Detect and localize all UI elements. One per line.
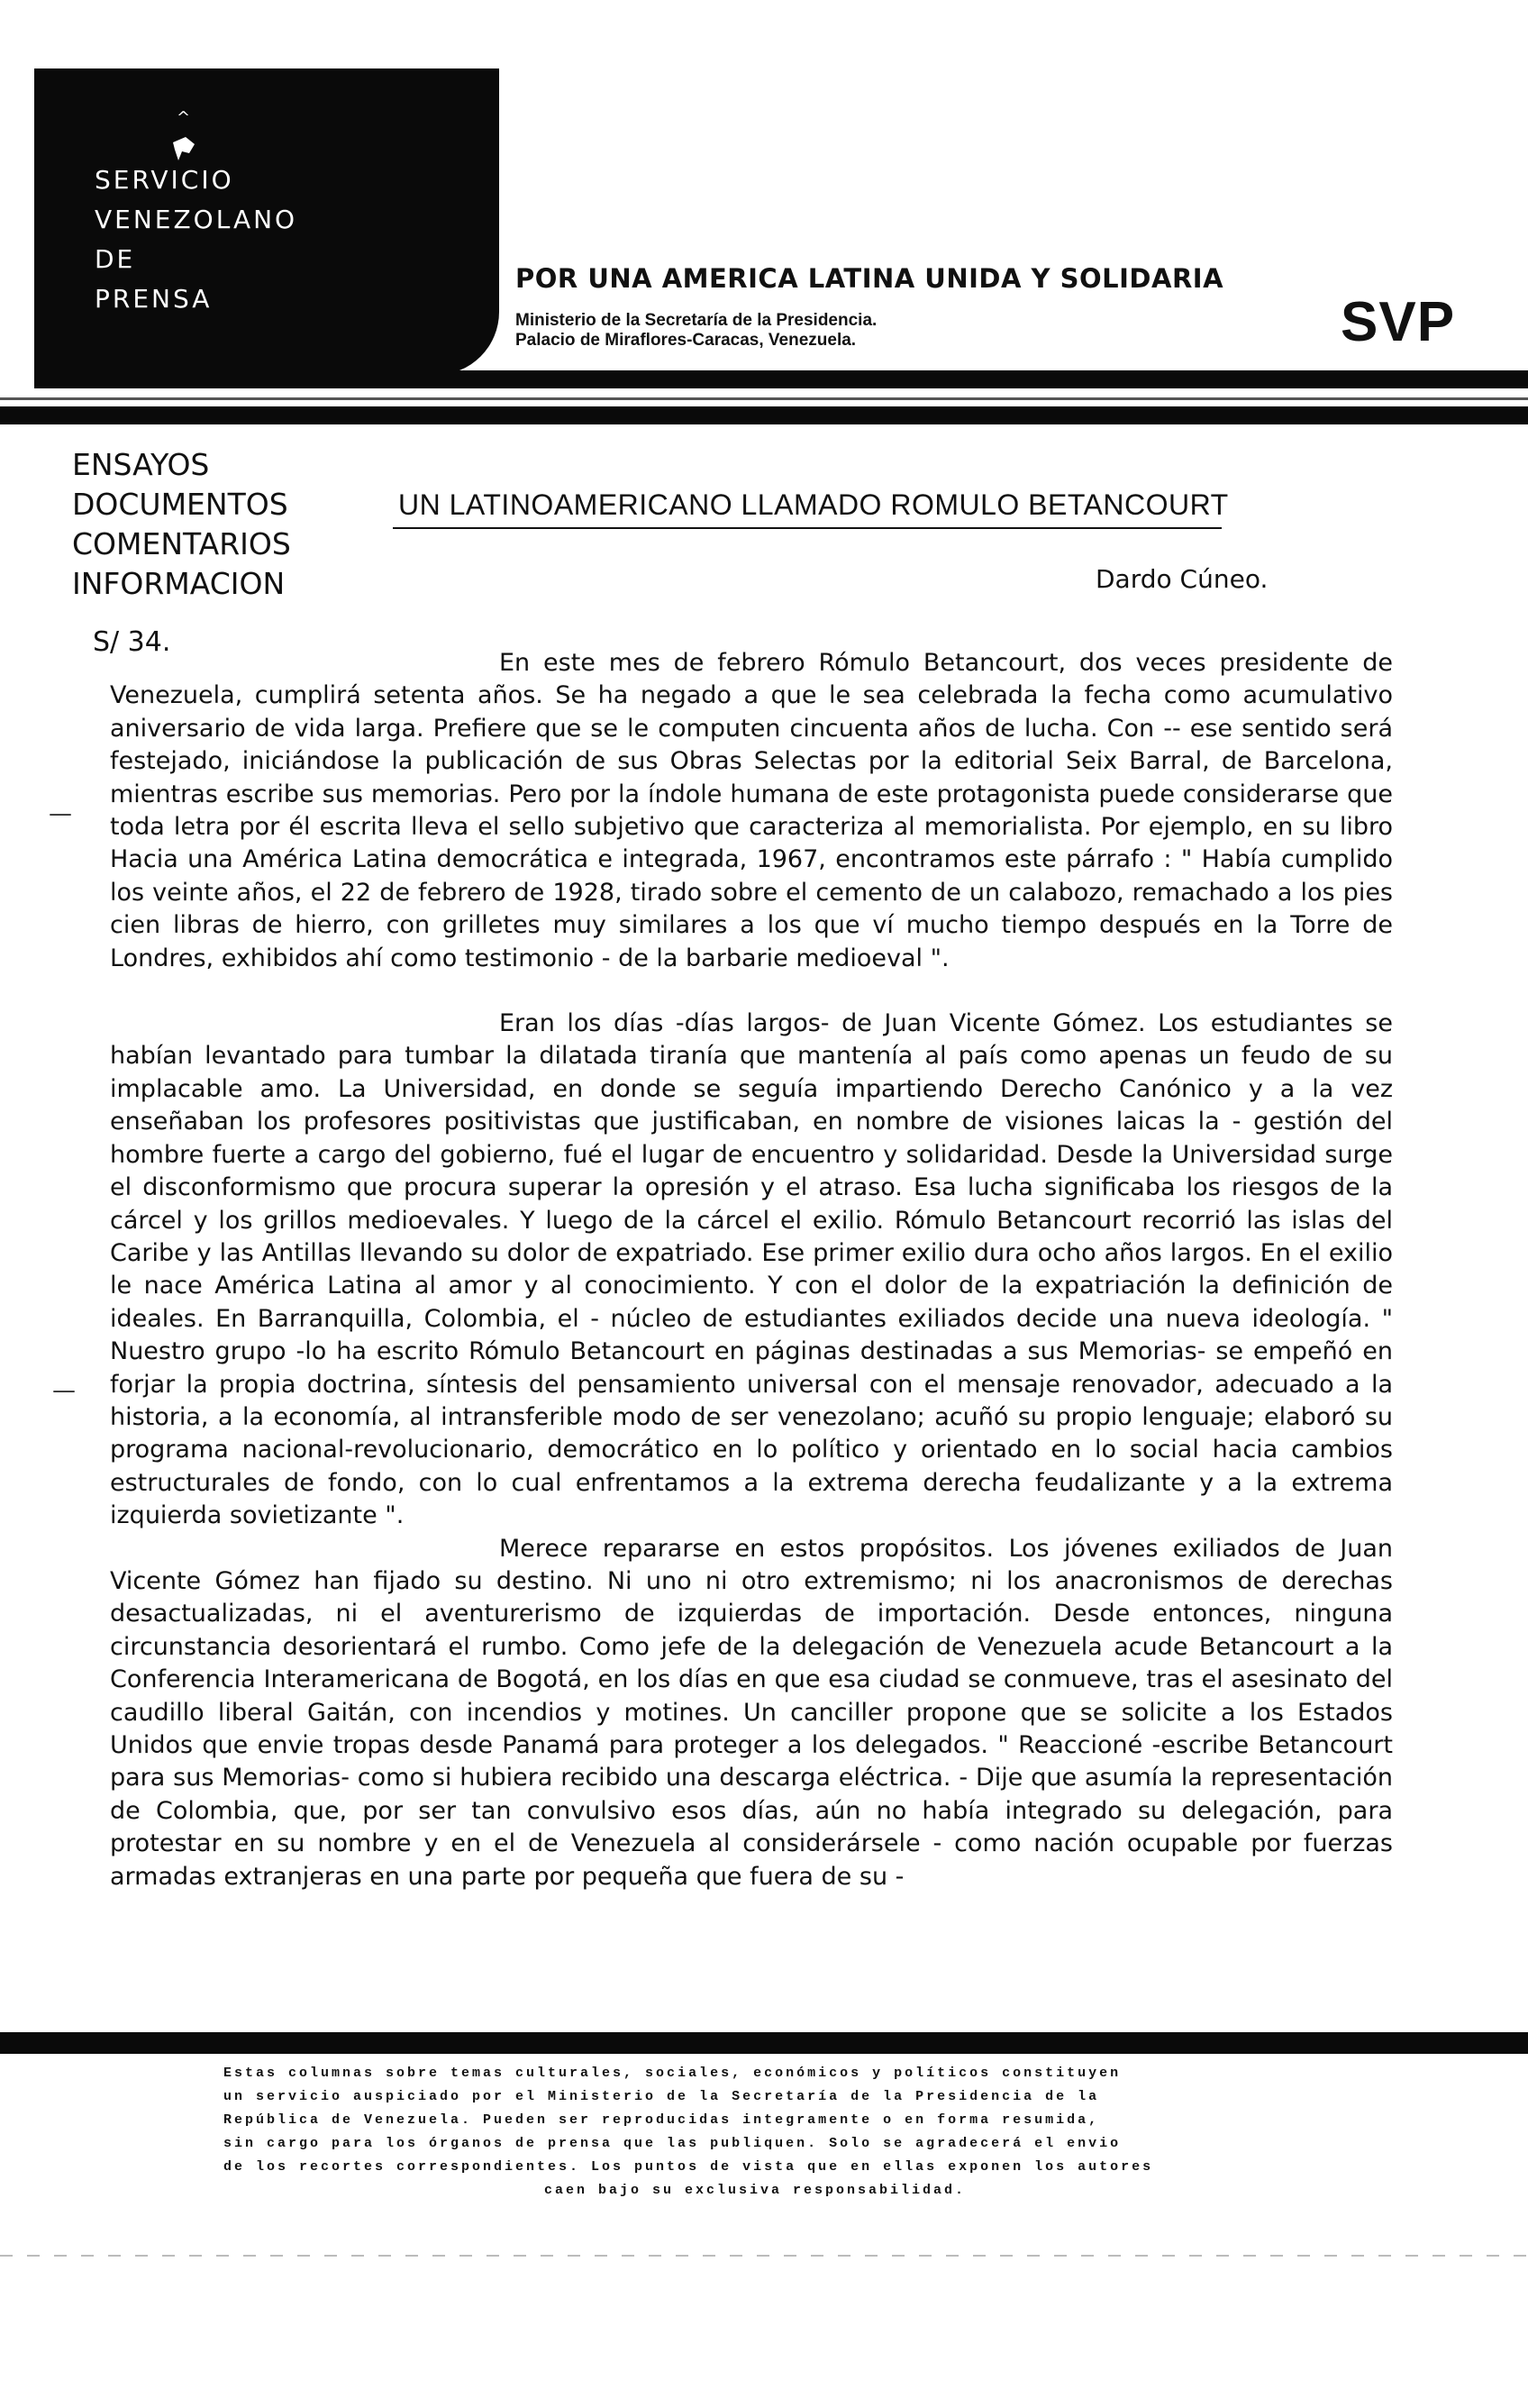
section-label: ENSAYOS <box>72 447 210 482</box>
org-line: PRENSA <box>95 284 213 314</box>
article-body <box>110 647 1393 1893</box>
ministry-line: Ministerio de la Secretaría de la Presidencia. <box>515 311 878 330</box>
org-line: DE <box>95 244 136 274</box>
header-rule <box>34 370 1528 388</box>
ministry-address <box>515 311 877 351</box>
section-label: INFORMACION <box>72 566 286 601</box>
title-underline <box>393 527 1222 529</box>
footer-line: sin cargo para los órganos de prensa que las publiquen. Solo se agradecerá el envio <box>223 2136 1122 2151</box>
org-line: SERVICIO <box>95 165 234 195</box>
footer-line: Estas columnas sobre temas culturales, sociales, económicos y políticos constituyen <box>223 2066 1122 2081</box>
org-line: VENEZOLANO <box>95 205 298 234</box>
article-title: UN LATINOAMERICANO LLAMADO ROMULO BETANCOURT <box>398 488 1229 521</box>
header-rule-thin <box>0 397 1528 400</box>
article-author: Dardo Cúneo. <box>1096 564 1269 594</box>
footer-line: República de Venezuela. Pueden ser reproducidas integramente o en forma resumida, <box>223 2112 1100 2128</box>
section-label: DOCUMENTOS <box>72 487 288 522</box>
footer-line: caen bajo su exclusiva responsabilidad. <box>543 2183 967 2198</box>
article-paragraph: En este mes de febrero Rómulo Betancourt, dos veces presidente de Venezuela, cumplirá setenta años. Se ha negado a que le sea celebrada la fecha como acumulativo aniversario de vida larga. Prefiere que se le computen cincuenta años de lucha. Con -- ese sentido será festejado, iniciándose la publicación de sus Obras Selectas por la editorial Seix Barral, de Barcelona, mientras escribe sus memorias. Pero por la índole humana de este protagonista puede considerarse que toda letra por él escrita lleva el sello subjetivo que caracteriza al memorialista. Por ejemplo, en su libro Hacia una América Latina democrática e integrada, 1967, encontramos este párrafo : " Había cumplido los veinte años, el 22 de febrero de 1928, tirado sobre el cemento de un calabozo, remachado a los pies cien libras de hierro, con grilletes muy similares a los que ví mucho tiempo después en la Torre de Londres, exhibidos ahí como testimonio - de la barbarie medioeval ". <box>110 649 1393 972</box>
footer-line: un servicio auspiciado por el Ministerio de la Secretaría de la Presidencia de la <box>223 2089 1100 2104</box>
document-number: S/ 34. <box>93 626 171 658</box>
footer-rule <box>0 2032 1528 2054</box>
org-name <box>95 160 297 319</box>
header-rule-lower <box>0 406 1528 424</box>
margin-mark: — <box>52 1377 76 1404</box>
article-paragraph: Merece repararse en estos propósitos. Los jóvenes exiliados de Juan Vicente Gómez han fijado su destino. Ni uno ni otro extremismo; ni los anacronismos de derechas desactualizadas, ni el aventurerismo de izquierdas de importación. Desde entonces, ninguna circunstancia desorientará el rumbo. Como jefe de la delegación de Venezuela acude Betancourt a la Conferencia Interamericana de Bogotá, en los días en que esa ciudad se conmueve, tras el asesinato del caudillo liberal Gaitán, con incendios y motines. Un canciller propone que se solicite a los Estados Unidos que envie tropas desde Panamá para proteger a los delegados. " Reaccioné -escribe Betancourt para sus Memorias- como si hubiera recibido una descarga eléctrica. - Dije que asumía la representación de Colombia, que, por ser tan convulsivo esos días, aún no había integrado su delegación, para protestar en su nombre y en el de Venezuela al considerársele - como nación ocupable por fuerzas armadas extranjeras en una parte por pequeña que fuera de su - <box>110 1534 1393 1891</box>
caret-mark: ^ <box>177 108 191 127</box>
section-labels <box>72 445 291 604</box>
margin-mark: — <box>49 800 72 827</box>
footer-line: de los recortes correspondientes. Los puntos de vista que en ellas exponen los autores <box>223 2159 1154 2175</box>
acronym-logo: SVP <box>1341 291 1456 353</box>
ministry-line: Palacio de Miraflores-Caracas, Venezuela. <box>515 331 857 350</box>
slogan: POR UNA AMERICA LATINA UNIDA Y SOLIDARIA <box>515 263 1224 294</box>
footer-disclaimer <box>223 2062 1287 2203</box>
article-paragraph: Eran los días -días largos- de Juan Vicente Gómez. Los estudiantes se habían levantado para tumbar la dilatada tiranía que mantenía al país como apenas un feudo de su implacable amo. La Universidad, en donde se seguía impartiendo Derecho Canónico y a la vez enseñaban los profesores positivistas que justificaban, en nombre de visiones laicas la - gestión del hombre fuerte a cargo del gobierno, fué el lugar de encuentro y solidaridad. Desde la Universidad surge el disconformismo que procura superar la opresión y el atraso. Esa lucha significaba los riesgos de la cárcel y los grillos medioevales. Y luego de la cárcel el exilio. Rómulo Betancourt recorrió las islas del Caribe y las Antillas llevando su dolor de expatriado. Ese primer exilio dura ocho años largos. En el exilio le nace América Latina al amor y al conocimiento. Y con el dolor de la expatriación la definición de ideales. En Barranquilla, Colombia, el - núcleo de estudiantes exiliados decide una nueva ideología. " Nuestro grupo -lo ha escrito Rómulo Betancourt en páginas destinadas a sus Memorias- se empeñó en forjar la propia doctrina, síntesis del pensamiento universal con el mensaje renovador, adecuado a la historia, a la economía, al intransferible modo de ser venezolano; acuñó su propio lenguaje; elaboró su programa nacional-revolucionario, democrático en lo político y orientado en lo social hacia cambios estructurales de fondo, con lo cual enfrentamos a la extrema derecha feudalizante y a la extrema izquierda sovietizante ". <box>110 1009 1393 1530</box>
dotted-divider <box>0 2255 1528 2257</box>
section-label: COMENTARIOS <box>72 526 291 561</box>
